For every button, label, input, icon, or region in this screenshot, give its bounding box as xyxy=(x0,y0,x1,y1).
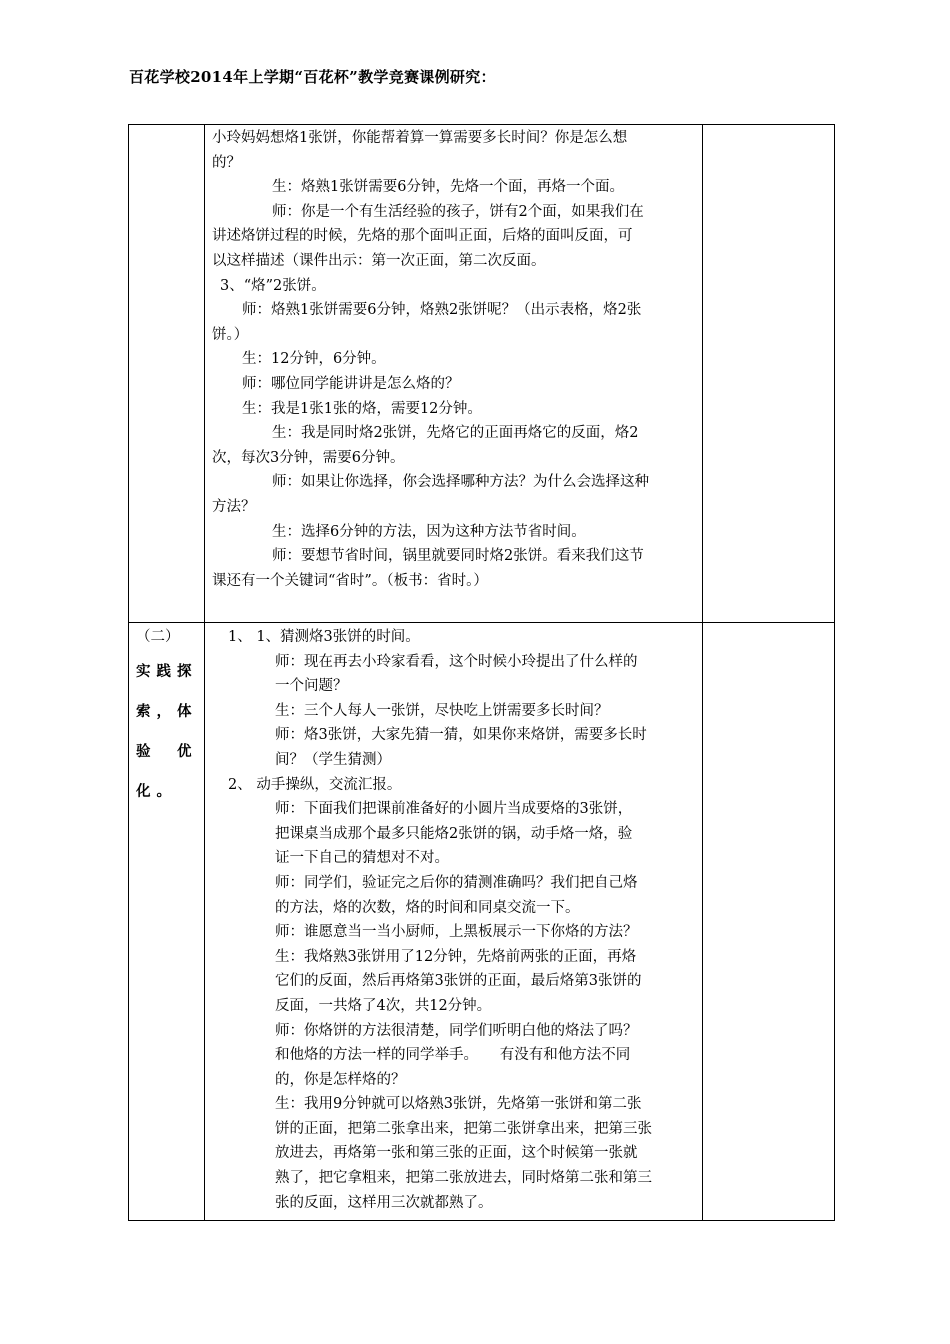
text-line: 饼的正面，把第二张拿出来，把第二张饼拿出来，把第三张 xyxy=(275,1120,652,1137)
text-line: 把课桌当成那个最多只能烙2张饼的锅，动手烙一烙，验 xyxy=(275,825,633,842)
table-border-top xyxy=(128,124,835,125)
table-border-bottom xyxy=(128,1220,835,1221)
text-line: 师：要想节省时间，锅里就要同时烙2张饼。看来我们这节 xyxy=(272,548,644,565)
text-line: 次，每次3分钟，需要6分钟。 xyxy=(212,449,405,466)
row2-content-cell xyxy=(212,625,698,1215)
text-line: 讲述烙饼过程的时候，先烙的那个面叫正面，后烙的面叫反面，可 xyxy=(212,228,633,245)
text-line: 师：烙3张饼，大家先猜一猜，如果你来烙饼，需要多长时 xyxy=(275,727,647,744)
text-line: 一个问题？ xyxy=(275,678,348,695)
text-line: 2、 动手操纵，交流汇报。 xyxy=(228,776,402,793)
text-line: 生：烙熟1张饼需要6分钟，先烙一个面，再烙一个面。 xyxy=(272,179,624,196)
text-line: 师：同学们，验证完之后你的猜测准确吗？我们把自己烙 xyxy=(275,874,638,891)
text-line: 饼。） xyxy=(212,326,249,343)
row2-section-label xyxy=(136,622,202,812)
text-line: 师：烙熟1张饼需要6分钟，烙熟2张饼呢？（出示表格，烙2张 xyxy=(242,302,642,319)
section-label-line: （二） xyxy=(136,629,180,645)
text-line: 间？（学生猜测） xyxy=(275,751,391,768)
text-line: 生：12分钟，6分钟。 xyxy=(242,351,386,368)
table-row-divider xyxy=(128,622,835,623)
text-line: 3、“烙”2张饼。 xyxy=(220,277,326,294)
text-line: 反面，一共烙了4次，共12分钟。 xyxy=(275,997,492,1014)
text-line: 的方法，烙的次数，烙的时间和同桌交流一下。 xyxy=(275,899,580,916)
text-line: 师：下面我们把课前准备好的小圆片当成要烙的3张饼， xyxy=(275,801,633,818)
section-label-line: 化。 xyxy=(136,783,177,800)
text-line: 方法？ xyxy=(212,498,256,515)
text-line: 熟了，把它拿粗来，把第二张放进去，同时烙第二张和第三 xyxy=(275,1170,652,1187)
text-line: 放进去，再烙第一张和第三张的正面，这个时候第一张就 xyxy=(275,1145,638,1162)
text-line: 和他烙的方法一样的同学举手。 有没有和他方法不同 xyxy=(275,1047,631,1064)
text-line: 课还有一个关键词“省时”。（板书：省时。） xyxy=(212,572,488,589)
text-line: 小玲妈妈想烙1张饼，你能帮着算一算需要多长时间？你是怎么想 xyxy=(212,130,628,146)
text-line: 师：哪位同学能讲讲是怎么烙的？ xyxy=(242,375,460,392)
text-line: 生：我用9分钟就可以烙熟3张饼，先烙第一张饼和第二张 xyxy=(275,1096,642,1113)
text-line: 生：我是1张1张的烙，需要12分钟。 xyxy=(242,400,482,417)
text-line: 张的反面，这样用三次就都熟了。 xyxy=(275,1194,493,1211)
table-border-left xyxy=(128,124,129,1221)
section-label-line: 索，体 xyxy=(136,703,198,720)
text-line: 师：谁愿意当一当小厨师，上黑板展示一下你烙的方法？ xyxy=(275,924,638,941)
text-line: 师：现在再去小玲家看看，这个时候小玲提出了什么样的 xyxy=(275,653,638,670)
text-line: 师：你烙饼的方法很清楚，同学们听明白他的烙法了吗？ xyxy=(275,1022,638,1039)
text-line: 生：选择6分钟的方法，因为这种方法节省时间。 xyxy=(272,523,586,540)
text-line: 师：如果让你选择，你会选择哪种方法？为什么会选择这种 xyxy=(272,474,649,491)
text-line: 它们的反面，然后再烙第3张饼的正面，最后烙第3张饼的 xyxy=(275,973,642,990)
table-col-divider-1 xyxy=(204,124,205,1221)
section-label-line: 验 优 xyxy=(136,743,198,760)
row1-content-cell xyxy=(212,126,698,593)
table-col-divider-2 xyxy=(702,124,703,1221)
page-title: 百花学校2014年上学期“百花杯”教学竞赛课例研究： xyxy=(129,68,496,86)
text-line: 生：我是同时烙2张饼，先烙它的正面再烙它的反面，烙2 xyxy=(272,425,639,442)
text-line: 生：三个人每人一张饼，尽快吃上饼需要多长时间？ xyxy=(275,702,609,719)
text-line: 以这样描述（课件出示：第一次正面，第二次反面。 xyxy=(212,252,546,269)
text-line: 证一下自己的猜想对不对。 xyxy=(275,850,449,867)
text-line: 1、 1、猜测烙3张饼的时间。 xyxy=(228,629,420,645)
text-line: 生：我烙熟3张饼用了12分钟，先烙前两张的正面，再烙 xyxy=(275,948,637,965)
table-border-right xyxy=(834,124,835,1221)
text-line: 的，你是怎样烙的？ xyxy=(275,1071,406,1088)
text-line: 的？ xyxy=(212,154,241,171)
text-line: 师：你是一个有生活经验的孩子，饼有2个面，如果我们在 xyxy=(272,203,644,220)
section-label-line: 实践探 xyxy=(136,663,198,680)
